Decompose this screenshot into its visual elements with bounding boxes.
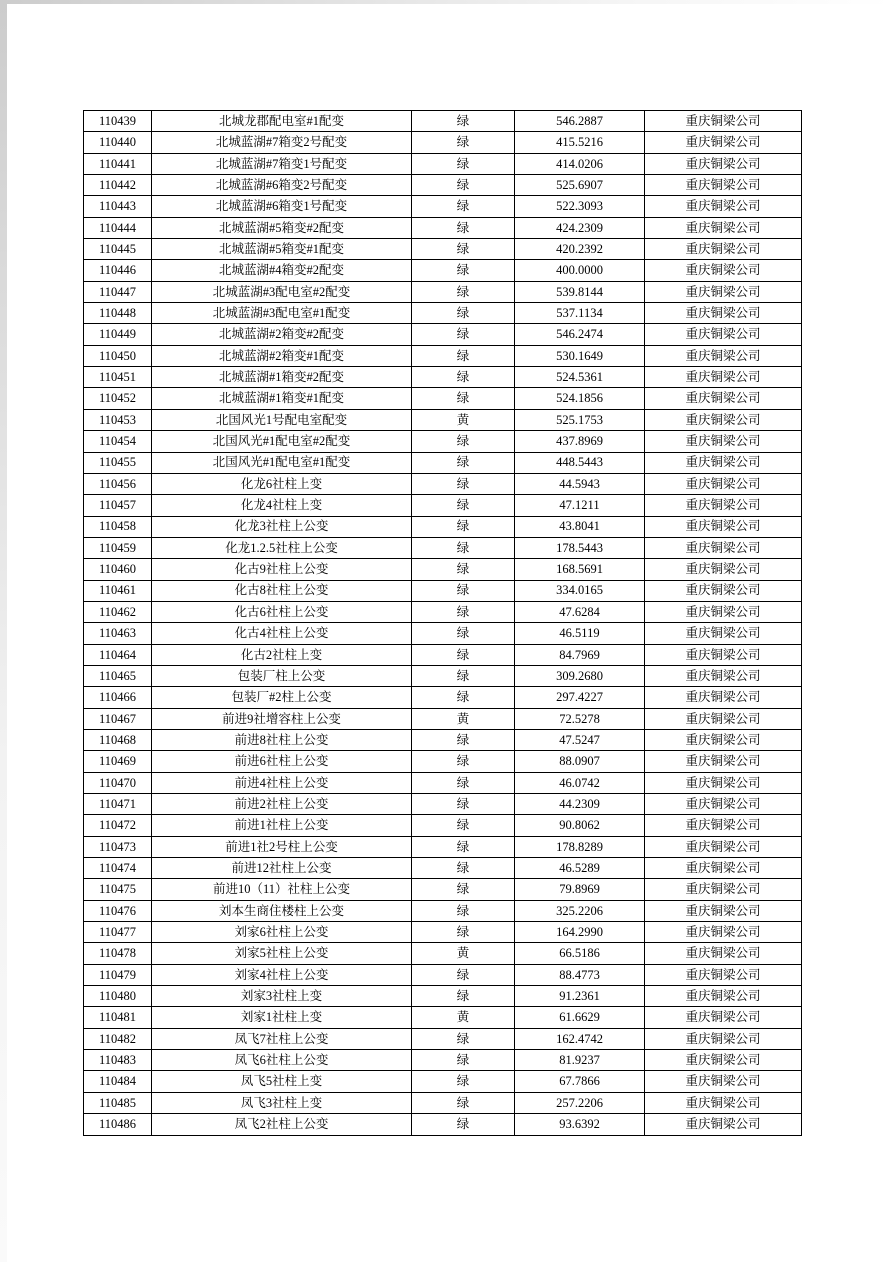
- cell-id: 110462: [84, 601, 152, 622]
- table-row: [84, 473, 802, 494]
- cell-company: 重庆铜梁公司: [645, 986, 802, 1007]
- cell-company: 重庆铜梁公司: [645, 516, 802, 537]
- cell-id: 110474: [84, 858, 152, 879]
- cell-id: 110439: [84, 111, 152, 132]
- cell-value: 546.2474: [515, 324, 645, 345]
- cell-id: 110486: [84, 1114, 152, 1135]
- cell-value: 448.5443: [515, 452, 645, 473]
- cell-name: 刘家3社柱上变: [152, 986, 412, 1007]
- cell-value: 72.5278: [515, 708, 645, 729]
- cell-status: 绿: [412, 431, 515, 452]
- cell-value: 43.8041: [515, 516, 645, 537]
- table-row: [84, 281, 802, 302]
- cell-name: 化古6社柱上公变: [152, 601, 412, 622]
- cell-name: 北城蓝湖#2箱变#2配变: [152, 324, 412, 345]
- cell-id: 110445: [84, 239, 152, 260]
- cell-name: 前进12社柱上公变: [152, 858, 412, 879]
- cell-company: 重庆铜梁公司: [645, 836, 802, 857]
- cell-company: 重庆铜梁公司: [645, 1092, 802, 1113]
- cell-name: 北城蓝湖#3配电室#1配变: [152, 303, 412, 324]
- table-row: [84, 922, 802, 943]
- page-edge-top: [0, 0, 892, 4]
- cell-status: 绿: [412, 623, 515, 644]
- cell-name: 包装厂柱上公变: [152, 665, 412, 686]
- cell-name: 北城蓝湖#5箱变#2配变: [152, 217, 412, 238]
- cell-status: 绿: [412, 986, 515, 1007]
- cell-id: 110482: [84, 1028, 152, 1049]
- table-row: [84, 623, 802, 644]
- cell-value: 325.2206: [515, 900, 645, 921]
- cell-company: 重庆铜梁公司: [645, 772, 802, 793]
- cell-value: 79.8969: [515, 879, 645, 900]
- cell-value: 524.5361: [515, 367, 645, 388]
- table-row: [84, 708, 802, 729]
- cell-status: 绿: [412, 196, 515, 217]
- cell-name: 北城龙郡配电室#1配变: [152, 111, 412, 132]
- cell-company: 重庆铜梁公司: [645, 858, 802, 879]
- table-row: [84, 772, 802, 793]
- cell-name: 刘本生商住楼柱上公变: [152, 900, 412, 921]
- cell-status: 绿: [412, 1114, 515, 1135]
- cell-company: 重庆铜梁公司: [645, 239, 802, 260]
- cell-id: 110483: [84, 1050, 152, 1071]
- cell-id: 110479: [84, 964, 152, 985]
- table-row: [84, 794, 802, 815]
- cell-status: 黄: [412, 409, 515, 430]
- cell-name: 化古9社柱上公变: [152, 559, 412, 580]
- table-row: [84, 516, 802, 537]
- cell-status: 绿: [412, 1071, 515, 1092]
- cell-value: 546.2887: [515, 111, 645, 132]
- cell-status: 绿: [412, 729, 515, 750]
- cell-name: 凤飞2社柱上公变: [152, 1114, 412, 1135]
- cell-status: 绿: [412, 1092, 515, 1113]
- cell-company: 重庆铜梁公司: [645, 943, 802, 964]
- cell-id: 110464: [84, 644, 152, 665]
- cell-company: 重庆铜梁公司: [645, 559, 802, 580]
- cell-company: 重庆铜梁公司: [645, 495, 802, 516]
- cell-status: 绿: [412, 964, 515, 985]
- cell-name: 北城蓝湖#3配电室#2配变: [152, 281, 412, 302]
- cell-company: 重庆铜梁公司: [645, 388, 802, 409]
- cell-company: 重庆铜梁公司: [645, 687, 802, 708]
- cell-name: 北城蓝湖#7箱变2号配变: [152, 132, 412, 153]
- table-row: [84, 559, 802, 580]
- cell-id: 110463: [84, 623, 152, 644]
- cell-id: 110484: [84, 1071, 152, 1092]
- cell-value: 309.2680: [515, 665, 645, 686]
- cell-company: 重庆铜梁公司: [645, 111, 802, 132]
- cell-status: 绿: [412, 537, 515, 558]
- cell-id: 110444: [84, 217, 152, 238]
- cell-company: 重庆铜梁公司: [645, 153, 802, 174]
- cell-value: 437.8969: [515, 431, 645, 452]
- cell-name: 凤飞6社柱上公变: [152, 1050, 412, 1071]
- cell-company: 重庆铜梁公司: [645, 1071, 802, 1092]
- table-row: [84, 388, 802, 409]
- table-row: [84, 303, 802, 324]
- cell-id: 110458: [84, 516, 152, 537]
- cell-name: 刘家5社柱上公变: [152, 943, 412, 964]
- cell-value: 47.5247: [515, 729, 645, 750]
- table-row: [84, 836, 802, 857]
- cell-name: 前进4社柱上公变: [152, 772, 412, 793]
- cell-value: 334.0165: [515, 580, 645, 601]
- cell-company: 重庆铜梁公司: [645, 922, 802, 943]
- cell-status: 黄: [412, 1007, 515, 1028]
- cell-company: 重庆铜梁公司: [645, 900, 802, 921]
- cell-name: 北城蓝湖#6箱变2号配变: [152, 175, 412, 196]
- table-row: [84, 495, 802, 516]
- cell-status: 绿: [412, 281, 515, 302]
- cell-id: 110471: [84, 794, 152, 815]
- cell-value: 47.6284: [515, 601, 645, 622]
- cell-id: 110450: [84, 345, 152, 366]
- cell-value: 524.1856: [515, 388, 645, 409]
- cell-name: 化古2社柱上变: [152, 644, 412, 665]
- cell-status: 绿: [412, 303, 515, 324]
- cell-company: 重庆铜梁公司: [645, 964, 802, 985]
- cell-id: 110485: [84, 1092, 152, 1113]
- table-row: [84, 1114, 802, 1135]
- cell-company: 重庆铜梁公司: [645, 431, 802, 452]
- cell-id: 110473: [84, 836, 152, 857]
- cell-id: 110469: [84, 751, 152, 772]
- cell-name: 凤飞3社柱上变: [152, 1092, 412, 1113]
- table-row: [84, 815, 802, 836]
- cell-company: 重庆铜梁公司: [645, 751, 802, 772]
- cell-value: 420.2392: [515, 239, 645, 260]
- cell-id: 110447: [84, 281, 152, 302]
- table-row: [84, 665, 802, 686]
- transformer-table: [83, 110, 802, 1136]
- cell-status: 绿: [412, 922, 515, 943]
- cell-id: 110454: [84, 431, 152, 452]
- cell-company: 重庆铜梁公司: [645, 601, 802, 622]
- cell-company: 重庆铜梁公司: [645, 708, 802, 729]
- cell-value: 46.5119: [515, 623, 645, 644]
- cell-company: 重庆铜梁公司: [645, 879, 802, 900]
- cell-id: 110475: [84, 879, 152, 900]
- cell-value: 525.1753: [515, 409, 645, 430]
- cell-value: 46.5289: [515, 858, 645, 879]
- table-row: [84, 879, 802, 900]
- cell-value: 88.4773: [515, 964, 645, 985]
- cell-value: 178.5443: [515, 537, 645, 558]
- cell-name: 北城蓝湖#1箱变#2配变: [152, 367, 412, 388]
- cell-status: 黄: [412, 708, 515, 729]
- cell-status: 绿: [412, 217, 515, 238]
- cell-id: 110453: [84, 409, 152, 430]
- cell-company: 重庆铜梁公司: [645, 1114, 802, 1135]
- cell-company: 重庆铜梁公司: [645, 281, 802, 302]
- table-row: [84, 196, 802, 217]
- cell-status: 绿: [412, 153, 515, 174]
- cell-name: 化古4社柱上公变: [152, 623, 412, 644]
- cell-value: 525.6907: [515, 175, 645, 196]
- cell-id: 110477: [84, 922, 152, 943]
- cell-status: 绿: [412, 452, 515, 473]
- cell-name: 前进2社柱上公变: [152, 794, 412, 815]
- cell-id: 110455: [84, 452, 152, 473]
- table-body: [84, 111, 802, 1136]
- cell-id: 110442: [84, 175, 152, 196]
- cell-company: 重庆铜梁公司: [645, 473, 802, 494]
- cell-name: 前进1社2号柱上公变: [152, 836, 412, 857]
- cell-company: 重庆铜梁公司: [645, 409, 802, 430]
- cell-name: 前进6社柱上公变: [152, 751, 412, 772]
- table-row: [84, 153, 802, 174]
- cell-name: 北国风光#1配电室#2配变: [152, 431, 412, 452]
- cell-value: 67.7866: [515, 1071, 645, 1092]
- cell-id: 110440: [84, 132, 152, 153]
- cell-id: 110470: [84, 772, 152, 793]
- table-row: [84, 729, 802, 750]
- table-row: [84, 217, 802, 238]
- cell-name: 北城蓝湖#6箱变1号配变: [152, 196, 412, 217]
- cell-value: 91.2361: [515, 986, 645, 1007]
- table-row: [84, 943, 802, 964]
- cell-id: 110449: [84, 324, 152, 345]
- table-row: [84, 1028, 802, 1049]
- cell-company: 重庆铜梁公司: [645, 815, 802, 836]
- cell-name: 前进10（11）社柱上公变: [152, 879, 412, 900]
- cell-id: 110467: [84, 708, 152, 729]
- cell-id: 110456: [84, 473, 152, 494]
- cell-value: 81.9237: [515, 1050, 645, 1071]
- cell-company: 重庆铜梁公司: [645, 303, 802, 324]
- cell-name: 化龙6社柱上变: [152, 473, 412, 494]
- cell-id: 110452: [84, 388, 152, 409]
- table-row: [84, 537, 802, 558]
- cell-status: 绿: [412, 132, 515, 153]
- cell-id: 110441: [84, 153, 152, 174]
- cell-id: 110446: [84, 260, 152, 281]
- cell-status: 绿: [412, 559, 515, 580]
- cell-name: 北城蓝湖#7箱变1号配变: [152, 153, 412, 174]
- cell-value: 415.5216: [515, 132, 645, 153]
- cell-company: 重庆铜梁公司: [645, 623, 802, 644]
- cell-value: 414.0206: [515, 153, 645, 174]
- cell-id: 110461: [84, 580, 152, 601]
- cell-company: 重庆铜梁公司: [645, 324, 802, 345]
- cell-name: 刘家4社柱上公变: [152, 964, 412, 985]
- cell-id: 110472: [84, 815, 152, 836]
- cell-name: 化古8社柱上公变: [152, 580, 412, 601]
- cell-value: 530.1649: [515, 345, 645, 366]
- cell-company: 重庆铜梁公司: [645, 196, 802, 217]
- cell-name: 包装厂#2柱上公变: [152, 687, 412, 708]
- cell-status: 绿: [412, 367, 515, 388]
- cell-status: 绿: [412, 516, 515, 537]
- cell-value: 90.8062: [515, 815, 645, 836]
- cell-name: 凤飞7社柱上公变: [152, 1028, 412, 1049]
- cell-name: 北城蓝湖#1箱变#1配变: [152, 388, 412, 409]
- table-row: [84, 409, 802, 430]
- cell-status: 绿: [412, 900, 515, 921]
- cell-name: 化龙3社柱上公变: [152, 516, 412, 537]
- cell-status: 绿: [412, 858, 515, 879]
- cell-status: 绿: [412, 388, 515, 409]
- cell-name: 北城蓝湖#4箱变#2配变: [152, 260, 412, 281]
- cell-value: 537.1134: [515, 303, 645, 324]
- cell-status: 绿: [412, 815, 515, 836]
- table-row: [84, 1071, 802, 1092]
- cell-company: 重庆铜梁公司: [645, 1028, 802, 1049]
- table-row: [84, 452, 802, 473]
- cell-status: 绿: [412, 836, 515, 857]
- cell-name: 刘家6社柱上公变: [152, 922, 412, 943]
- cell-value: 178.8289: [515, 836, 645, 857]
- cell-value: 164.2990: [515, 922, 645, 943]
- table-row: [84, 132, 802, 153]
- cell-id: 110459: [84, 537, 152, 558]
- cell-value: 61.6629: [515, 1007, 645, 1028]
- table-row: [84, 1092, 802, 1113]
- cell-company: 重庆铜梁公司: [645, 132, 802, 153]
- cell-value: 84.7969: [515, 644, 645, 665]
- cell-name: 刘家1社柱上变: [152, 1007, 412, 1028]
- cell-company: 重庆铜梁公司: [645, 729, 802, 750]
- cell-value: 162.4742: [515, 1028, 645, 1049]
- cell-id: 110480: [84, 986, 152, 1007]
- cell-company: 重庆铜梁公司: [645, 367, 802, 388]
- cell-company: 重庆铜梁公司: [645, 580, 802, 601]
- cell-name: 北国风光1号配电室配变: [152, 409, 412, 430]
- cell-status: 绿: [412, 111, 515, 132]
- cell-status: 绿: [412, 751, 515, 772]
- table-row: [84, 431, 802, 452]
- table-row: [84, 900, 802, 921]
- cell-id: 110476: [84, 900, 152, 921]
- cell-id: 110460: [84, 559, 152, 580]
- table-row: [84, 239, 802, 260]
- cell-name: 凤飞5社柱上变: [152, 1071, 412, 1092]
- cell-company: 重庆铜梁公司: [645, 537, 802, 558]
- table-row: [84, 1050, 802, 1071]
- cell-status: 绿: [412, 175, 515, 196]
- cell-company: 重庆铜梁公司: [645, 644, 802, 665]
- cell-value: 44.2309: [515, 794, 645, 815]
- table-row: [84, 964, 802, 985]
- cell-company: 重庆铜梁公司: [645, 260, 802, 281]
- cell-value: 297.4227: [515, 687, 645, 708]
- cell-value: 44.5943: [515, 473, 645, 494]
- cell-id: 110451: [84, 367, 152, 388]
- table-row: [84, 687, 802, 708]
- cell-value: 257.2206: [515, 1092, 645, 1113]
- cell-value: 88.0907: [515, 751, 645, 772]
- cell-company: 重庆铜梁公司: [645, 1007, 802, 1028]
- cell-value: 424.2309: [515, 217, 645, 238]
- cell-status: 绿: [412, 687, 515, 708]
- cell-company: 重庆铜梁公司: [645, 345, 802, 366]
- cell-id: 110465: [84, 665, 152, 686]
- cell-value: 46.0742: [515, 772, 645, 793]
- cell-value: 93.6392: [515, 1114, 645, 1135]
- table-row: [84, 644, 802, 665]
- cell-company: 重庆铜梁公司: [645, 175, 802, 196]
- table-row: [84, 858, 802, 879]
- cell-name: 北国风光#1配电室#1配变: [152, 452, 412, 473]
- cell-status: 绿: [412, 260, 515, 281]
- table-row: [84, 601, 802, 622]
- cell-status: 黄: [412, 943, 515, 964]
- cell-id: 110443: [84, 196, 152, 217]
- cell-status: 绿: [412, 601, 515, 622]
- cell-status: 绿: [412, 239, 515, 260]
- cell-value: 522.3093: [515, 196, 645, 217]
- cell-status: 绿: [412, 644, 515, 665]
- cell-name: 化龙4社柱上变: [152, 495, 412, 516]
- cell-value: 168.5691: [515, 559, 645, 580]
- cell-status: 绿: [412, 665, 515, 686]
- table-row: [84, 175, 802, 196]
- cell-company: 重庆铜梁公司: [645, 665, 802, 686]
- table-row: [84, 111, 802, 132]
- cell-company: 重庆铜梁公司: [645, 1050, 802, 1071]
- cell-status: 绿: [412, 345, 515, 366]
- cell-id: 110448: [84, 303, 152, 324]
- cell-name: 前进1社柱上公变: [152, 815, 412, 836]
- table-row: [84, 345, 802, 366]
- cell-status: 绿: [412, 1028, 515, 1049]
- cell-name: 化龙1.2.5社柱上公变: [152, 537, 412, 558]
- cell-status: 绿: [412, 772, 515, 793]
- table-row: [84, 986, 802, 1007]
- cell-status: 绿: [412, 879, 515, 900]
- table-row: [84, 324, 802, 345]
- cell-value: 539.8144: [515, 281, 645, 302]
- cell-value: 66.5186: [515, 943, 645, 964]
- cell-name: 前进9社增容柱上公变: [152, 708, 412, 729]
- cell-name: 北城蓝湖#5箱变#1配变: [152, 239, 412, 260]
- cell-status: 绿: [412, 473, 515, 494]
- cell-value: 47.1211: [515, 495, 645, 516]
- table-row: [84, 1007, 802, 1028]
- table-row: [84, 367, 802, 388]
- cell-status: 绿: [412, 794, 515, 815]
- cell-status: 绿: [412, 1050, 515, 1071]
- table-row: [84, 580, 802, 601]
- page-edge-left: [0, 0, 7, 1262]
- cell-name: 前进8社柱上公变: [152, 729, 412, 750]
- cell-company: 重庆铜梁公司: [645, 217, 802, 238]
- cell-id: 110478: [84, 943, 152, 964]
- table-row: [84, 260, 802, 281]
- cell-value: 400.0000: [515, 260, 645, 281]
- table-row: [84, 751, 802, 772]
- cell-id: 110468: [84, 729, 152, 750]
- cell-company: 重庆铜梁公司: [645, 794, 802, 815]
- cell-company: 重庆铜梁公司: [645, 452, 802, 473]
- cell-status: 绿: [412, 495, 515, 516]
- cell-status: 绿: [412, 580, 515, 601]
- cell-id: 110481: [84, 1007, 152, 1028]
- cell-id: 110466: [84, 687, 152, 708]
- cell-status: 绿: [412, 324, 515, 345]
- cell-id: 110457: [84, 495, 152, 516]
- cell-name: 北城蓝湖#2箱变#1配变: [152, 345, 412, 366]
